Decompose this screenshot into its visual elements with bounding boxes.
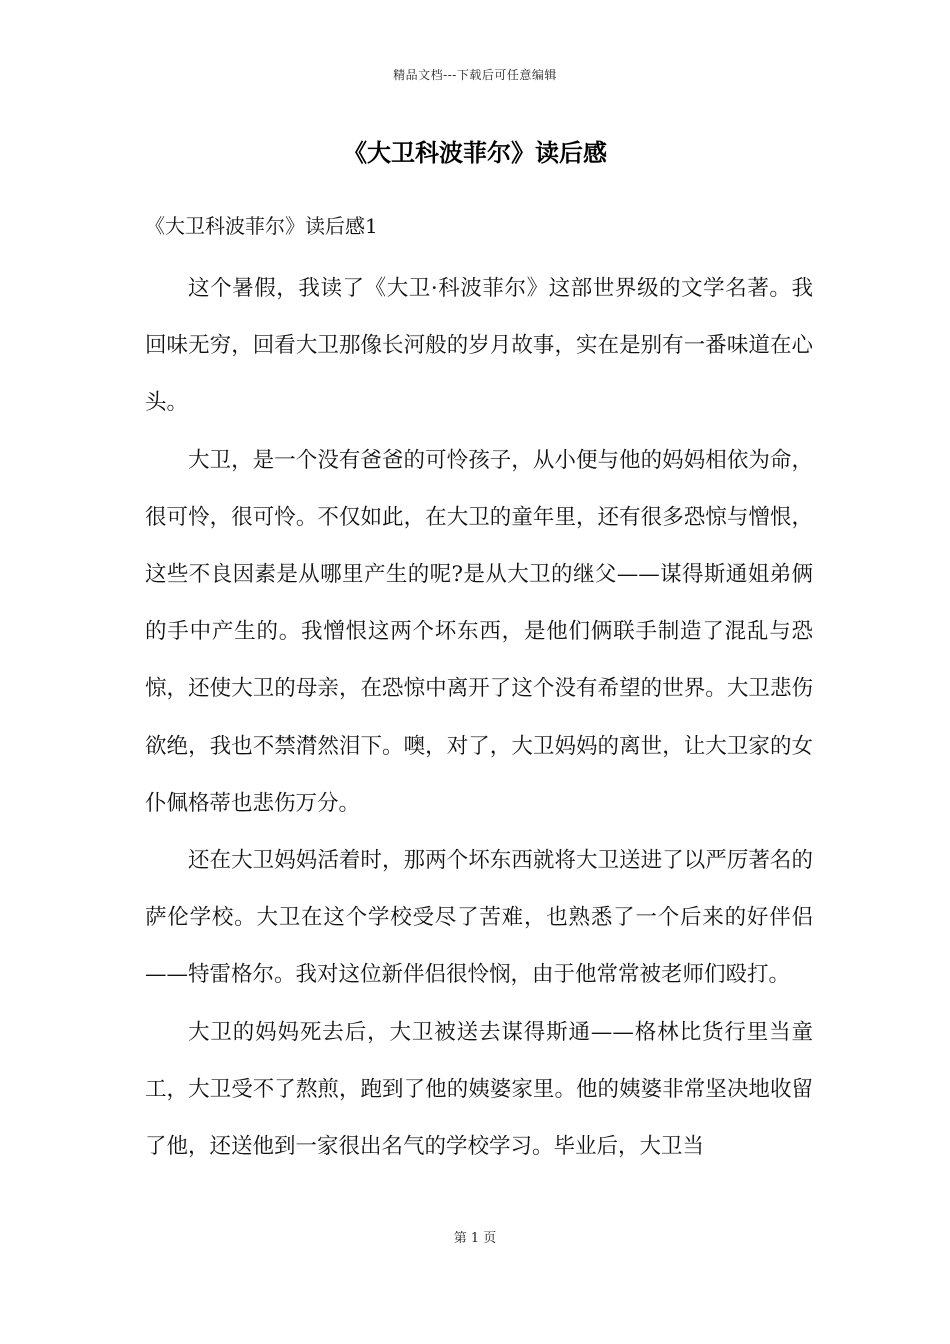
section-subtitle: 《大卫科波菲尔》读后感1 [145,214,378,238]
paragraph-2: 大卫，是一个没有爸爸的可怜孩子，从小便与他的妈妈相依为命，很可怜，很可怜。不仅如此，在大卫的童年里，还有很多恐惊与憎恨，这些不良因素是从哪里产生的呢?是从大卫的继父——谋得斯通姐弟俩的手中产生的。我憎恨这两个坏东西，是他们俩联手制造了混乱与恐惊，还使大卫的母亲，在恐惊中离开了这个没有希望的世界。大卫悲伤欲绝，我也不禁潸然泪下。噢，对了，大卫妈妈的离世，让大卫家的女仆佩格蒂也悲伤万分。 [145,447,813,816]
paragraph-1: 这个暑假，我读了《大卫·科波菲尔》这部世界级的文学名著。我回味无穷，回看大卫那像长河般的岁月故事，实在是别有一番味道在心头。 [145,276,813,416]
document-body [145,260,813,1175]
page-header [0,66,950,83]
header-text: 精品文档---下载后可任意编辑 [393,68,557,82]
footer-suffix: 页 [483,1231,497,1246]
paragraph-4: 大卫的妈妈死去后，大卫被送去谋得斯通——格林比货行里当童工，大卫受不了熬煎，跑到了他的姨婆家里。他的姨婆非常坚决地收留了他，还送他到一家很出名气的学校学习。毕业后，大卫当 [145,1019,813,1160]
footer-prefix: 第 [453,1231,467,1246]
page-number: 1 [470,1231,480,1246]
page-footer [0,1227,950,1246]
document-title: 《大卫科波菲尔》读后感 [343,138,607,167]
paragraph-3: 还在大卫妈妈活着时，那两个坏东西就将大卫送进了以严厉著名的萨伦学校。大卫在这个学校受尽了苦难，也熟悉了一个后来的好伴侣——特雷格尔。我对这位新伴侣很怜悯，由于他常常被老师们殴打。 [145,848,813,988]
